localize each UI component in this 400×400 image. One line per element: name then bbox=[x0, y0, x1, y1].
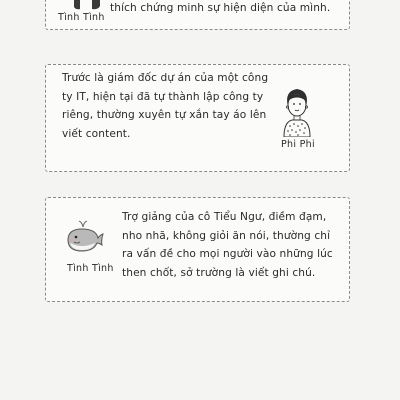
character-name-1: Tình Tình bbox=[58, 12, 105, 23]
girl-portrait-icon bbox=[280, 85, 314, 137]
character-description-3: Trợ giảng của cô Tiểu Ngư, điềm đạm, nho nhã, không giỏi ăn nói, thường chỉ ra vấn đề cho mọi người vào những lúc then chốt, sở trường là viết ghi chú. bbox=[122, 211, 333, 279]
character-description-1: thích chứng minh sự hiện diện của mình. bbox=[110, 2, 331, 14]
person-icon bbox=[70, 0, 106, 12]
character-name-3: Tình Tình bbox=[67, 263, 114, 274]
character-description-2: Trước là giám đốc dự án của một công ty IT, hiện tại đã tự thành lập công ty riêng, thường xuyên tự xắn tay áo lên viết content. bbox=[62, 72, 269, 140]
whale-icon bbox=[64, 218, 104, 256]
character-name-2: Phi Phi bbox=[281, 139, 315, 150]
